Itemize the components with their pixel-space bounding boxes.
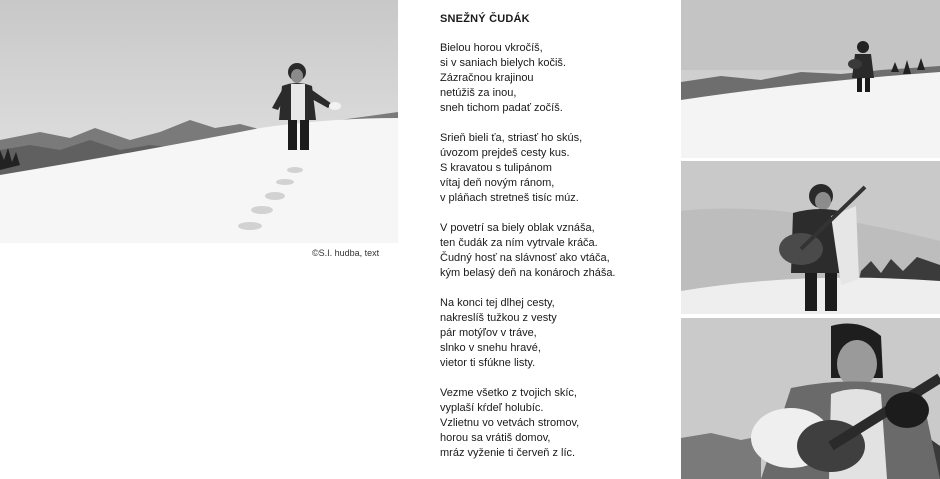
- stanza: [440, 221, 660, 281]
- poem-title: SNEŽNÝ ČUDÁK: [440, 13, 530, 25]
- poem-line: ten čudák za ním vytrvale kráča.: [440, 237, 598, 249]
- poem-line: horou sa vrátiš domov,: [440, 432, 551, 444]
- stanza: [440, 41, 660, 116]
- poem-line: Bielou horou vkročíš,: [440, 42, 543, 54]
- closeup-guitar-photo: [681, 318, 940, 479]
- poem-line: nakreslíš tužkou z vesty: [440, 312, 557, 324]
- side-photo-closeup: [681, 318, 940, 479]
- ridge-walk-photo: [681, 0, 940, 158]
- poem-line: Čudný hosť na slávnosť ako vtáča,: [440, 252, 610, 264]
- poem-line: si v saniach bielych kočiš.: [440, 57, 566, 69]
- poem-line: v pláňach stretneš tisíc múz.: [440, 192, 579, 204]
- poem-line: vyplaší kŕdeľ holubíc.: [440, 402, 544, 414]
- poem-line: netúžiš za inou,: [440, 87, 517, 99]
- poem-line: Vzlietnu vo vetvách stromov,: [440, 417, 580, 429]
- poem-line: úvozom prejdeš cesty kus.: [440, 147, 570, 159]
- poem-line: slnko v snehu hravé,: [440, 342, 541, 354]
- poem-line: Na konci tej dlhej cesty,: [440, 297, 555, 309]
- poem-line: Srieň bieli ťa, striasť ho skús,: [440, 132, 583, 144]
- guitar-low-angle-photo: [681, 161, 940, 314]
- poem-line: vietor ti sfúkne listy.: [440, 357, 536, 369]
- poem-line: Zázračnou krajinou: [440, 72, 534, 84]
- side-photo-guitar-low: [681, 161, 940, 314]
- poem-line: S kravatou s tulipánom: [440, 162, 552, 174]
- poem-line: pár motýľov v tráve,: [440, 327, 537, 339]
- main-photo: [0, 0, 398, 243]
- photo-credit: ©S.I. hudba, text: [312, 248, 380, 258]
- stanza: [440, 296, 660, 371]
- snow-walk-photo: [0, 0, 398, 243]
- poem-line: Vezme všetko z tvojich skíc,: [440, 387, 577, 399]
- poem: [440, 12, 660, 476]
- side-photo-ridge: [681, 0, 940, 158]
- poem-line: sneh tichom padať zočíš.: [440, 102, 563, 114]
- stanza: [440, 386, 660, 461]
- poem-line: vítaj deň novým ránom,: [440, 177, 555, 189]
- poem-line: V povetrí sa biely oblak vznáša,: [440, 222, 595, 234]
- stanza: [440, 131, 660, 206]
- poem-line: kým belasý deň na konároch zháša.: [440, 267, 616, 279]
- poem-line: mráz vyženie ti červeň z líc.: [440, 447, 576, 459]
